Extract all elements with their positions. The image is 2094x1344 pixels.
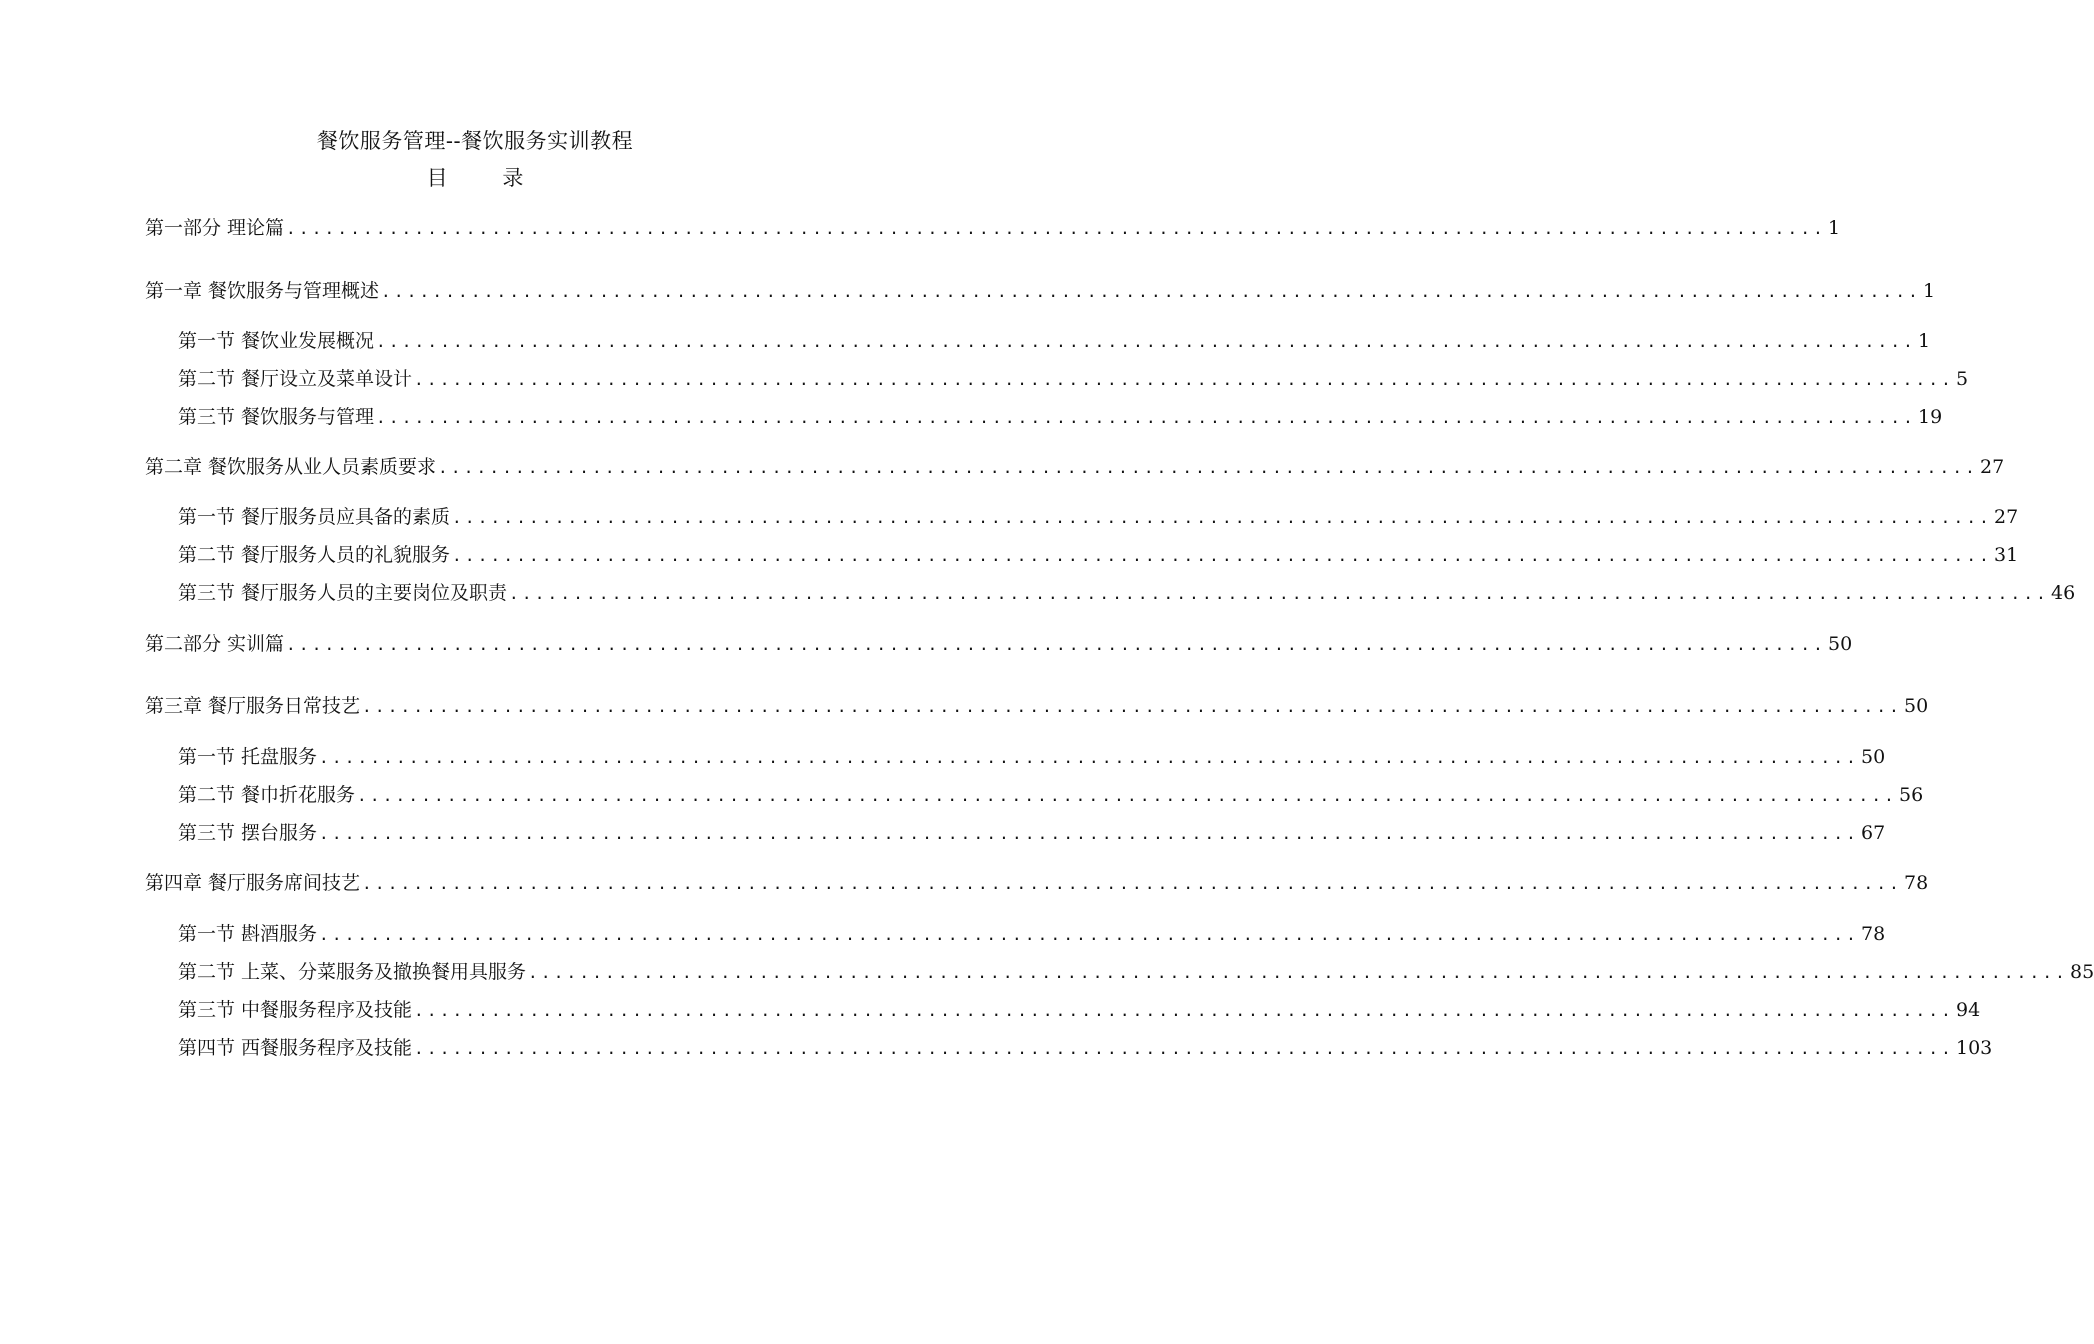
toc-leader-dots: ........................................................................................................................ — [452, 546, 1992, 565]
toc-entry-title: 第三章 餐厅服务日常技艺 — [145, 695, 361, 717]
toc-leader-dots: ........................................................................................................................ — [414, 370, 1954, 389]
toc-leader-dots: ........................................................................................................................ — [376, 332, 1916, 351]
toc-entry-part-1[interactable] — [145, 214, 1841, 242]
toc-page-number: 5 — [1955, 368, 1969, 390]
toc-page-number: 1 — [1922, 280, 1936, 302]
toc-entry-section[interactable] — [178, 541, 2019, 569]
toc-leader-dots: ........................................................................................................................ — [362, 697, 1902, 716]
toc-entry-title: 第二部分 实训篇 — [145, 633, 285, 655]
toc-page-number: 31 — [1993, 544, 2019, 566]
toc-entry-section[interactable] — [178, 503, 2019, 531]
toc-entry-chapter-3[interactable] — [145, 692, 1929, 720]
toc-entry-title: 第三节 中餐服务程序及技能 — [178, 999, 413, 1021]
toc-leader-dots: ........................................................................................................................ — [319, 824, 1859, 843]
toc-entry-part-2[interactable] — [145, 630, 1853, 658]
toc-entry-chapter-1[interactable] — [145, 277, 1936, 305]
toc-leader-dots: ........................................................................................................................ — [509, 584, 2049, 603]
toc-leader-dots: ........................................................................................................................ — [357, 786, 1897, 805]
toc-entry-title: 第四节 西餐服务程序及技能 — [178, 1037, 413, 1059]
toc-page-number: 56 — [1898, 784, 1924, 806]
toc-entry-title: 第四章 餐厅服务席间技艺 — [145, 872, 361, 894]
toc-page-number: 1 — [1827, 217, 1841, 239]
toc-page-number: 78 — [1903, 872, 1929, 894]
toc-entry-title: 第三节 餐厅服务人员的主要岗位及职责 — [178, 582, 508, 604]
toc-entry-section[interactable] — [178, 327, 1931, 355]
toc-leader-dots: ........................................................................................................................ — [528, 963, 2068, 982]
toc-leader-dots: ........................................................................................................................ — [319, 748, 1859, 767]
toc-entry-section[interactable] — [178, 365, 1969, 393]
toc-leader-dots: ........................................................................................................................ — [286, 635, 1826, 654]
toc-page-number: 46 — [2050, 582, 2076, 604]
toc-page-number: 19 — [1917, 406, 1943, 428]
toc-leader-dots: ........................................................................................................................ — [319, 925, 1859, 944]
toc-entry-chapter-4[interactable] — [145, 869, 1929, 897]
toc-entry-section[interactable] — [178, 743, 1886, 771]
toc-entry-section[interactable] — [178, 579, 2076, 607]
toc-leader-dots: ........................................................................................................................ — [376, 408, 1916, 427]
toc-page-number: 27 — [1979, 456, 2005, 478]
toc-entry-title: 第一节 餐饮业发展概况 — [178, 330, 375, 352]
toc-leader-dots: ........................................................................................................................ — [414, 1039, 1954, 1058]
toc-page-number: 103 — [1955, 1037, 1993, 1059]
toc-page-number: 78 — [1860, 923, 1886, 945]
toc-entry-title: 第一节 斟酒服务 — [178, 923, 318, 945]
toc-leader-dots: ........................................................................................................................ — [414, 1001, 1954, 1020]
toc-page-number: 94 — [1955, 999, 1981, 1021]
toc-leader-dots: ........................................................................................................................ — [286, 219, 1826, 238]
toc-entry-section[interactable] — [178, 781, 1924, 809]
toc-entry-section[interactable] — [178, 958, 2094, 986]
toc-entry-section[interactable] — [178, 996, 1981, 1024]
toc-leader-dots: ........................................................................................................................ — [362, 874, 1902, 893]
toc-entry-section[interactable] — [178, 403, 1943, 431]
toc-page-number: 50 — [1860, 746, 1886, 768]
toc-entry-title: 第二节 餐巾折花服务 — [178, 784, 356, 806]
toc-page-number: 1 — [1917, 330, 1931, 352]
toc-entry-title: 第三节 摆台服务 — [178, 822, 318, 844]
toc-entry-chapter-2[interactable] — [145, 453, 2005, 481]
toc-page-number: 50 — [1903, 695, 1929, 717]
toc-entry-title: 第二节 上菜、分菜服务及撤换餐用具服务 — [178, 961, 527, 983]
toc-entry-title: 第一部分 理论篇 — [145, 217, 285, 239]
toc-page-number: 85 — [2069, 961, 2094, 983]
toc-page-number: 27 — [1993, 506, 2019, 528]
toc-entry-section[interactable] — [178, 920, 1886, 948]
toc-page-number: 50 — [1827, 633, 1853, 655]
toc-leader-dots: ........................................................................................................................ — [381, 282, 1921, 301]
toc-page-number: 67 — [1860, 822, 1886, 844]
toc-heading: 目 录 — [426, 166, 524, 190]
toc-entry-title: 第三节 餐饮服务与管理 — [178, 406, 375, 428]
toc-entry-title: 第一章 餐饮服务与管理概述 — [145, 280, 380, 302]
toc-entry-title: 第二章 餐饮服务从业人员素质要求 — [145, 456, 437, 478]
toc-entry-title: 第二节 餐厅服务人员的礼貌服务 — [178, 544, 451, 566]
toc-entry-title: 第二节 餐厅设立及菜单设计 — [178, 368, 413, 390]
toc-entry-title: 第一节 托盘服务 — [178, 746, 318, 768]
toc-leader-dots: ........................................................................................................................ — [438, 458, 1978, 477]
toc-entry-title: 第一节 餐厅服务员应具备的素质 — [178, 506, 451, 528]
toc-entry-section[interactable] — [178, 1034, 1993, 1062]
toc-leader-dots: ........................................................................................................................ — [452, 508, 1992, 527]
document-title: 餐饮服务管理--餐饮服务实训教程 — [316, 129, 634, 153]
toc-entry-section[interactable] — [178, 819, 1886, 847]
